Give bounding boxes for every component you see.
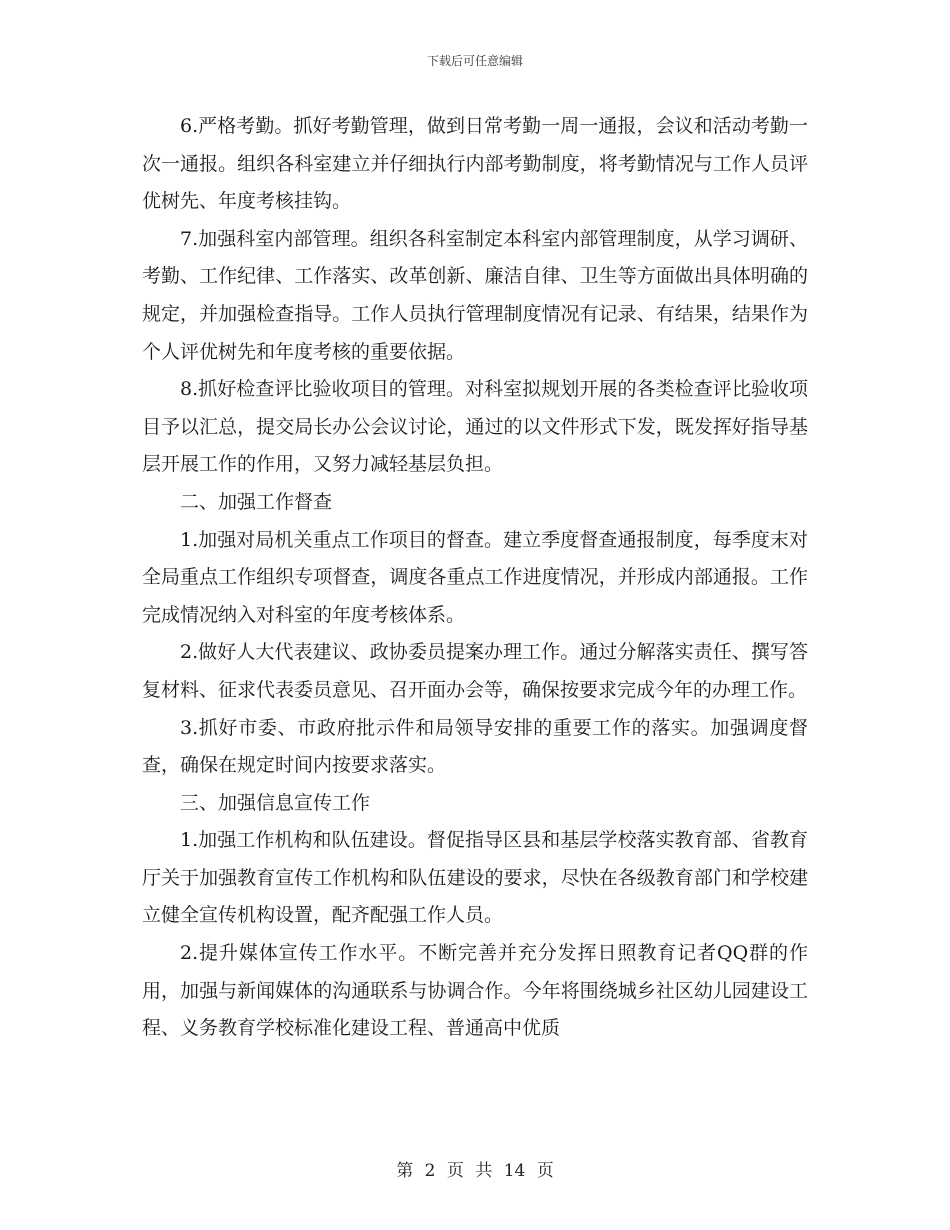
paragraph-publicity-2: 2.提升媒体宣传工作水平。不断完善并充分发挥日照教育记者QQ群的作用，加强与新闻媒体的沟通联系与协调合作。今年将围绕城乡社区幼儿园建设工程、义务教育学校标准化建设工程、普通高中优质 — [142, 942, 808, 1040]
paragraph-supervision-2: 2.做好人大代表建议、政协委员提案办理工作。通过分解落实责任、撰写答复材料、征求代表委员意见、召开面办会等，确保按要求完成今年的办理工作。 — [142, 641, 808, 701]
paragraph-publicity-1: 1.加强工作机构和队伍建设。督促指导区县和基层学校落实教育部、省教育厅关于加强教育宣传工作机构和队伍建设的要求，尽快在各级教育部门和学校建立健全宣传机构设置，配齐配强工作人员。 — [142, 829, 808, 927]
section-heading-3: 三、加强信息宣传工作 — [180, 791, 371, 814]
document-body — [142, 108, 808, 1048]
paragraph-supervision-3: 3.抓好市委、市政府批示件和局领导安排的重要工作的落实。加强调度督查，确保在规定时间内按要求落实。 — [142, 716, 808, 777]
paragraph-item-6: 6.严格考勤。抓好考勤管理，做到日常考勤一周一通报，会议和活动考勤一次一通报。组织各科室建立并仔细执行内部考勤制度，将考勤情况与工作人员评优树先、年度考核挂钩。 — [142, 115, 808, 213]
paragraph-item-8: 8.抓好检查评比验收项目的管理。对科室拟规划开展的各类检查评比验收项目予以汇总，提交局长办公会议讨论，通过的以文件形式下发，既发挥好指导基层开展工作的作用，又努力减轻基层负担。 — [142, 378, 808, 476]
page-header: 下载后可任意编辑 — [426, 54, 523, 68]
page-number-footer: 第 2 页 共 14 页 — [396, 1161, 554, 1181]
section-heading-2: 二、加强工作督查 — [180, 490, 333, 513]
paragraph-supervision-1: 1.加强对局机关重点工作项目的督查。建立季度督查通报制度，每季度末对全局重点工作组织专项督查，调度各重点工作进度情况，并形成内部通报。工作完成情况纳入对科室的年度考核体系。 — [142, 528, 808, 626]
paragraph-item-7: 7.加强科室内部管理。组织各科室制定本科室内部管理制度，从学习调研、考勤、工作纪律、工作落实、改革创新、廉洁自律、卫生等方面做出具体明确的规定，并加强检查指导。工作人员执行管理制度情况有记录、有结果，结果作为个人评优树先和年度考核的重要依据。 — [142, 227, 808, 363]
